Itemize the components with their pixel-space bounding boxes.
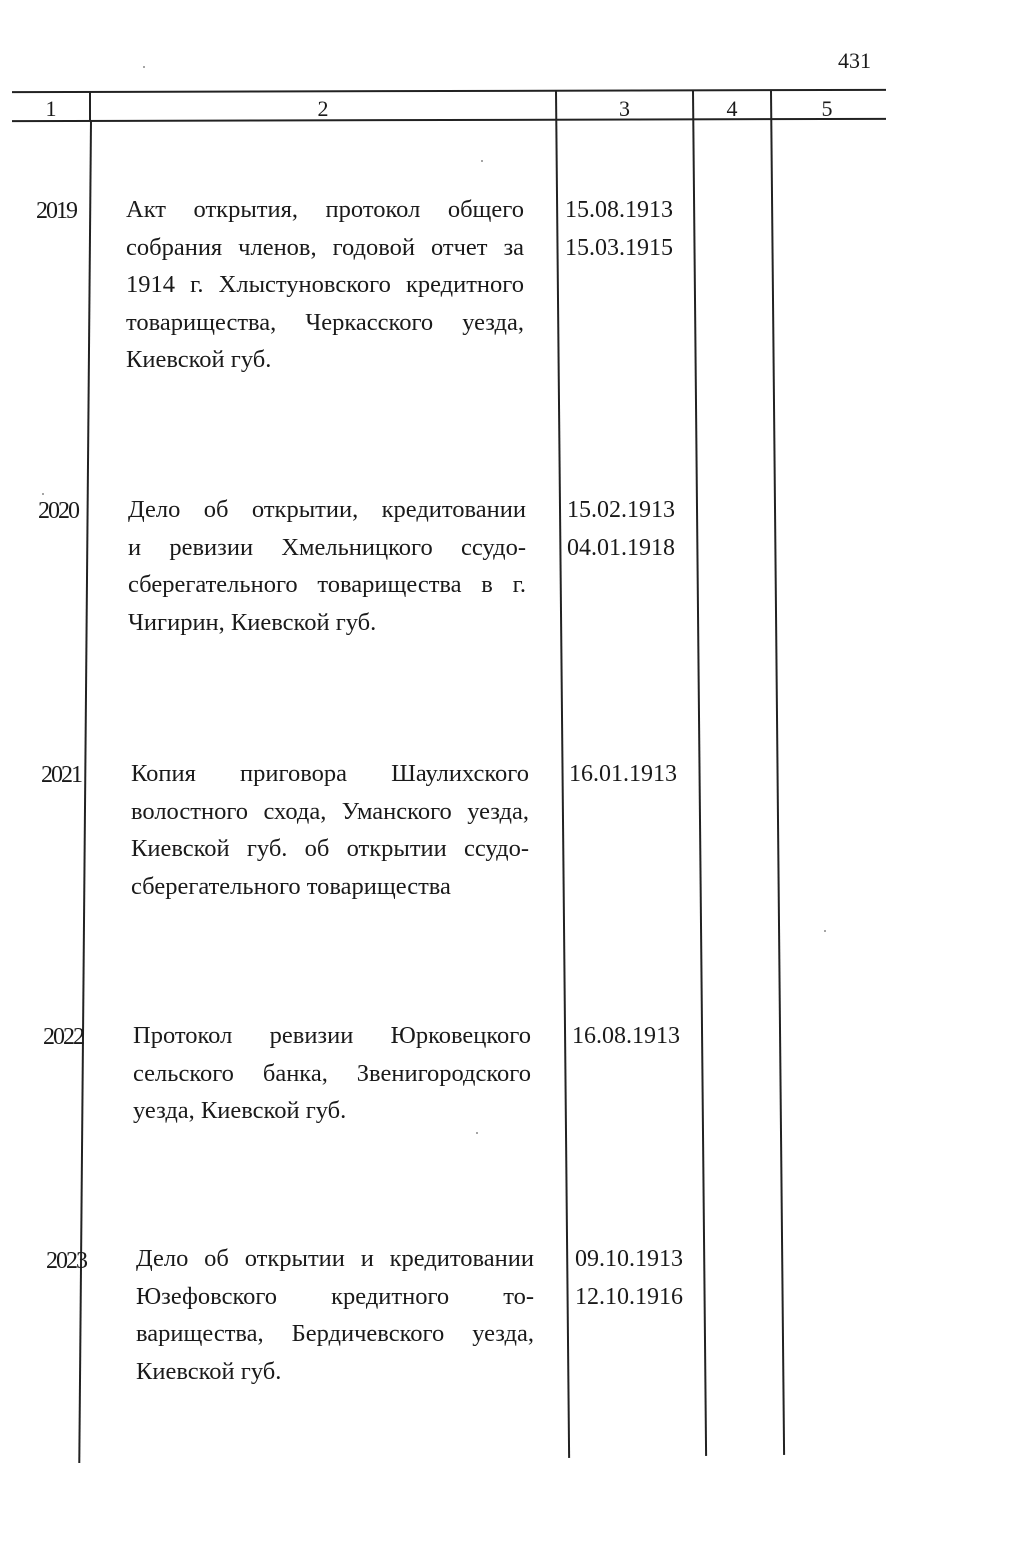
- row-number: 2019: [36, 198, 76, 224]
- scan-speck: [476, 1132, 478, 1134]
- table-top-rule: [12, 89, 886, 93]
- scan-speck: [143, 66, 145, 68]
- row-dates: 16.01.1913: [569, 761, 677, 787]
- row-title: Протокол ревизии Юрковецкого сельского банка, Звенигородского уезда, Киевской губ.: [133, 1022, 531, 1124]
- row-number: 2023: [46, 1248, 86, 1274]
- row-title: Акт открытия, протокол общего собрания членов, годовой отчет за 1914 г. Хлыстуновского кредитного товарищества, Черкасского уезда, Киевской губ.: [126, 196, 524, 373]
- column-divider-4: [770, 91, 785, 1455]
- row-number: 2021: [41, 762, 81, 788]
- row-title: Копия приговора Шаулихского волостного схода, Уманского уезда, Киевской губ. об открытии ссудо- сберегательного товарищества: [131, 760, 529, 900]
- column-header-5: 5: [821, 96, 833, 121]
- row-dates: 15.08.1913 15.03.1915: [565, 197, 673, 261]
- column-header-1: 1: [45, 96, 57, 121]
- column-header-4: 4: [726, 96, 738, 121]
- scan-speck: [481, 160, 483, 162]
- row-dates: 09.10.1913 12.10.1916: [575, 1246, 683, 1310]
- row-number: 2020: [38, 498, 78, 524]
- row-dates: 15.02.1913 04.01.1918: [567, 497, 675, 561]
- page-number: 431: [838, 48, 871, 73]
- row-dates: 16.08.1913: [572, 1023, 680, 1049]
- column-divider-3: [692, 91, 707, 1456]
- row-title: Дело об открытии и кредитовании Юзефовского кредитного то- варищества, Бердичевского уезда, Киевской губ.: [136, 1245, 534, 1385]
- column-header-3: 3: [619, 96, 630, 121]
- row-title: Дело об открытии, кредитовании и ревизии Хмельницкого ссудо- сберегательного товарищества в г. Чигирин, Киевской губ.: [128, 496, 526, 636]
- scan-speck: [824, 930, 826, 932]
- column-header-2: 2: [317, 96, 329, 121]
- column-divider-2: [555, 91, 570, 1458]
- row-number: 2022: [43, 1024, 83, 1050]
- scan-speck: [42, 493, 44, 495]
